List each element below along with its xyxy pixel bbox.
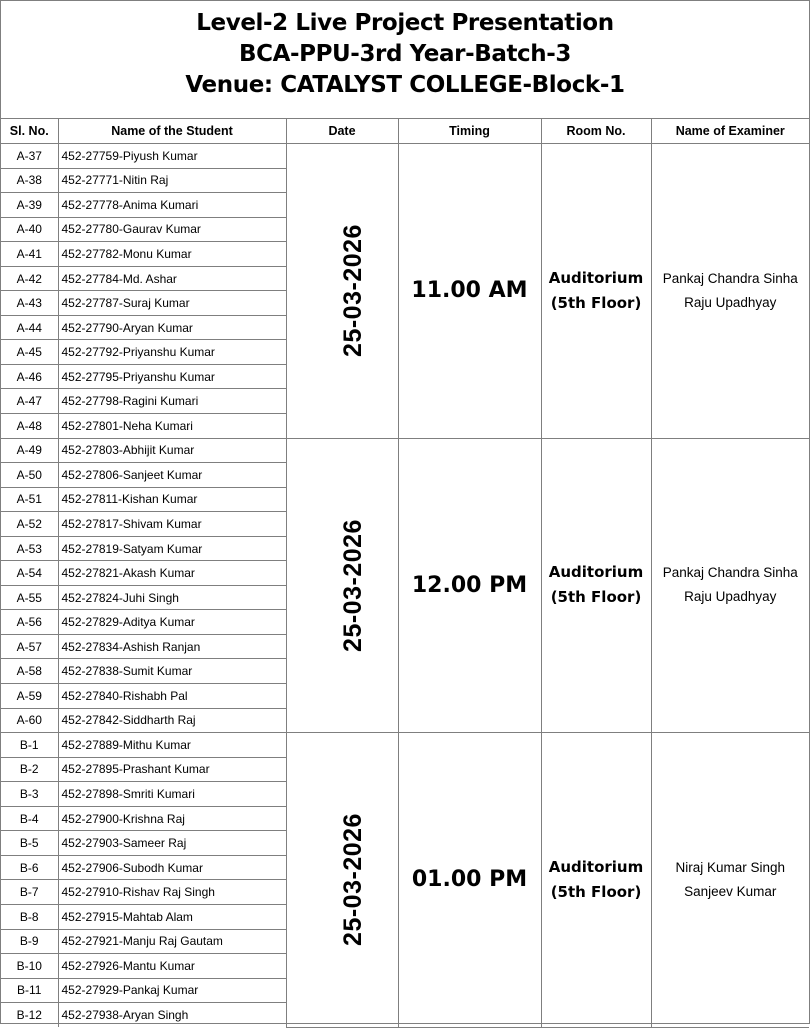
date-text: 25-03-2026 bbox=[338, 813, 367, 947]
timing-cell bbox=[398, 733, 541, 1028]
student-name: 452-27780-Gaurav Kumar bbox=[58, 217, 286, 242]
col-header-sl-no: Sl. No. bbox=[1, 119, 58, 144]
student-name: 452-27910-Rishav Raj Singh bbox=[58, 880, 286, 905]
student-sl-no: A-41 bbox=[1, 242, 58, 267]
student-sl-no: A-39 bbox=[1, 193, 58, 218]
examiner-name: Sanjeev Kumar bbox=[684, 883, 777, 899]
student-sl-no: A-52 bbox=[1, 512, 58, 537]
examiner-cell bbox=[651, 144, 809, 439]
date-text: 25-03-2026 bbox=[338, 224, 367, 358]
student-sl-no: A-49 bbox=[1, 438, 58, 463]
header-row bbox=[1, 119, 809, 144]
student-sl-no: B-3 bbox=[1, 782, 58, 807]
student-name: 452-27840-Rishabh Pal bbox=[58, 684, 286, 709]
student-name: 452-27801-Neha Kumari bbox=[58, 414, 286, 439]
room-cell bbox=[541, 438, 651, 733]
student-name: 452-27806-Sanjeet Kumar bbox=[58, 463, 286, 488]
student-name: 452-27889-Mithu Kumar bbox=[58, 733, 286, 758]
room-cell bbox=[541, 733, 651, 1028]
student-name: 452-27798-Ragini Kumari bbox=[58, 389, 286, 414]
timing-text: 11.00 AM bbox=[411, 278, 528, 304]
examiner-name: Pankaj Chandra Sinha bbox=[662, 270, 798, 286]
room-text: (5th Floor) bbox=[550, 293, 642, 312]
student-name: 452-27838-Sumit Kumar bbox=[58, 659, 286, 684]
room-cell bbox=[541, 144, 651, 439]
student-name: 452-27929-Pankaj Kumar bbox=[58, 978, 286, 1003]
date-text: 25-03-2026 bbox=[338, 518, 367, 652]
table-row bbox=[1, 438, 809, 463]
title-line-3: Venue: CATALYST COLLEGE-Block-1 bbox=[185, 72, 625, 98]
student-name: 452-27811-Kishan Kumar bbox=[58, 487, 286, 512]
student-sl-no: B-7 bbox=[1, 880, 58, 905]
student-sl-no: A-54 bbox=[1, 561, 58, 586]
student-name: 452-27824-Juhi Singh bbox=[58, 585, 286, 610]
student-sl-no: A-38 bbox=[1, 168, 58, 193]
student-sl-no: A-43 bbox=[1, 291, 58, 316]
student-name: 452-27842-Siddharth Raj bbox=[58, 708, 286, 733]
student-name: 452-27895-Prashant Kumar bbox=[58, 757, 286, 782]
room-text: (5th Floor) bbox=[550, 882, 642, 901]
student-sl-no: A-55 bbox=[1, 585, 58, 610]
student-sl-no: A-58 bbox=[1, 659, 58, 684]
student-sl-no: A-47 bbox=[1, 389, 58, 414]
student-name: 452-27819-Satyam Kumar bbox=[58, 536, 286, 561]
student-sl-no: B-5 bbox=[1, 831, 58, 856]
table-row bbox=[1, 733, 809, 758]
col-header-room: Room No. bbox=[541, 119, 651, 144]
schedule-table bbox=[1, 119, 809, 1028]
student-sl-no: A-42 bbox=[1, 266, 58, 291]
student-sl-no: A-48 bbox=[1, 414, 58, 439]
student-sl-no: B-11 bbox=[1, 978, 58, 1003]
timing-text: 01.00 PM bbox=[411, 867, 528, 893]
student-sl-no: A-51 bbox=[1, 487, 58, 512]
student-sl-no: A-46 bbox=[1, 364, 58, 389]
student-sl-no: A-57 bbox=[1, 634, 58, 659]
student-sl-no: B-9 bbox=[1, 929, 58, 954]
student-name: 452-27926-Mantu Kumar bbox=[58, 954, 286, 979]
date-cell bbox=[286, 733, 398, 1028]
student-sl-no: A-59 bbox=[1, 684, 58, 709]
student-name: 452-27903-Sameer Raj bbox=[58, 831, 286, 856]
student-sl-no: B-12 bbox=[1, 1003, 58, 1028]
student-sl-no: A-44 bbox=[1, 315, 58, 340]
student-name: 452-27915-Mahtab Alam bbox=[58, 904, 286, 929]
student-name: 452-27834-Ashish Ranjan bbox=[58, 634, 286, 659]
student-name: 452-27921-Manju Raj Gautam bbox=[58, 929, 286, 954]
student-name: 452-27900-Krishna Raj bbox=[58, 806, 286, 831]
title-block bbox=[1, 1, 809, 119]
student-sl-no: A-40 bbox=[1, 217, 58, 242]
student-name: 452-27778-Anima Kumari bbox=[58, 193, 286, 218]
student-sl-no: A-45 bbox=[1, 340, 58, 365]
student-sl-no: A-53 bbox=[1, 536, 58, 561]
room-text: (5th Floor) bbox=[550, 588, 642, 607]
room-text: Auditorium bbox=[548, 857, 644, 876]
title-line-2: BCA-PPU-3rd Year-Batch-3 bbox=[238, 41, 572, 67]
student-name: 452-27782-Monu Kumar bbox=[58, 242, 286, 267]
date-cell bbox=[286, 438, 398, 733]
student-sl-no: B-8 bbox=[1, 904, 58, 929]
student-name: 452-27803-Abhijit Kumar bbox=[58, 438, 286, 463]
student-name: 452-27795-Priyanshu Kumar bbox=[58, 364, 286, 389]
student-name: 452-27821-Akash Kumar bbox=[58, 561, 286, 586]
student-sl-no: B-2 bbox=[1, 757, 58, 782]
student-name: 452-27906-Subodh Kumar bbox=[58, 855, 286, 880]
student-sl-no: B-10 bbox=[1, 954, 58, 979]
examiner-name: Raju Upadhyay bbox=[684, 589, 777, 605]
col-header-date: Date bbox=[286, 119, 398, 144]
student-sl-no: A-60 bbox=[1, 708, 58, 733]
student-sl-no: B-1 bbox=[1, 733, 58, 758]
room-text: Auditorium bbox=[548, 563, 644, 582]
student-name: 452-27771-Nitin Raj bbox=[58, 168, 286, 193]
student-name: 452-27938-Aryan Singh bbox=[58, 1003, 286, 1028]
student-name: 452-27792-Priyanshu Kumar bbox=[58, 340, 286, 365]
student-sl-no: B-6 bbox=[1, 855, 58, 880]
col-header-examiner: Name of Examiner bbox=[651, 119, 809, 144]
title-line-1: Level-2 Live Project Presentation bbox=[196, 10, 614, 36]
student-sl-no: B-4 bbox=[1, 806, 58, 831]
examiner-name: Pankaj Chandra Sinha bbox=[662, 565, 798, 581]
student-name: 452-27790-Aryan Kumar bbox=[58, 315, 286, 340]
student-sl-no: A-50 bbox=[1, 463, 58, 488]
student-sl-no: A-37 bbox=[1, 144, 58, 169]
student-name: 452-27898-Smriti Kumari bbox=[58, 782, 286, 807]
timing-cell bbox=[398, 438, 541, 733]
schedule-body bbox=[1, 144, 809, 1028]
timing-text: 12.00 PM bbox=[411, 572, 528, 598]
examiner-name: Niraj Kumar Singh bbox=[675, 859, 786, 875]
room-text: Auditorium bbox=[548, 268, 644, 287]
student-name: 452-27787-Suraj Kumar bbox=[58, 291, 286, 316]
date-cell bbox=[286, 144, 398, 439]
student-name: 452-27829-Aditya Kumar bbox=[58, 610, 286, 635]
col-header-timing: Timing bbox=[398, 119, 541, 144]
student-name: 452-27784-Md. Ashar bbox=[58, 266, 286, 291]
student-name: 452-27759-Piyush Kumar bbox=[58, 144, 286, 169]
table-row bbox=[1, 144, 809, 169]
examiner-name: Raju Upadhyay bbox=[684, 294, 777, 310]
examiner-cell bbox=[651, 733, 809, 1028]
student-sl-no: A-56 bbox=[1, 610, 58, 635]
col-header-student-name: Name of the Student bbox=[58, 119, 286, 144]
examiner-cell bbox=[651, 438, 809, 733]
student-name: 452-27817-Shivam Kumar bbox=[58, 512, 286, 537]
timing-cell bbox=[398, 144, 541, 439]
